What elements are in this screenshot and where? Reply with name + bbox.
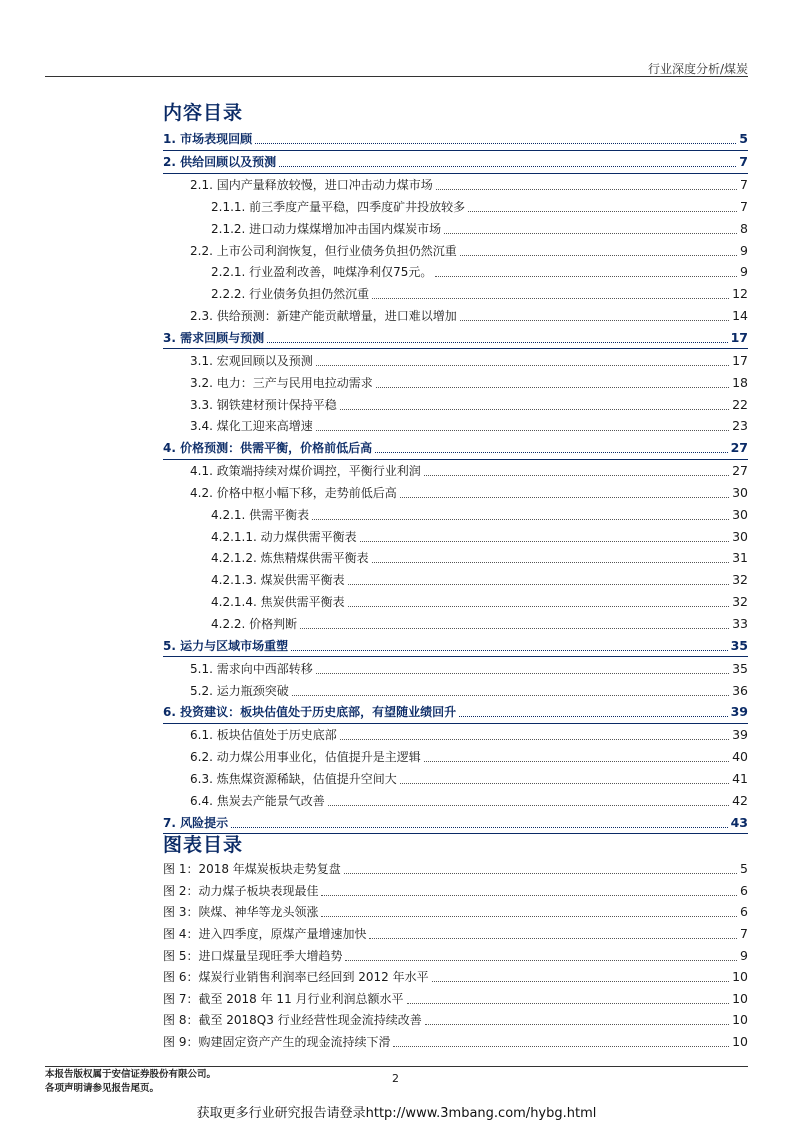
toc-entry-label: 4.1. 政策端持续对煤价调控，平衡行业利润 (190, 464, 421, 479)
figures-title: 图表目录 (163, 834, 244, 856)
dot-leader (372, 298, 729, 299)
toc-entry-label: 3.1. 宏观回顾以及预测 (190, 353, 313, 368)
dot-leader (376, 387, 729, 388)
toc-entry-label: 4.2.1.4. 焦炭供需平衡表 (211, 595, 345, 610)
dot-leader (340, 409, 729, 410)
figure-entry[interactable] (163, 944, 748, 966)
toc-entry-page: 32 (732, 572, 748, 588)
toc-entry-label: 3.2. 电力：三产与民用电拉动需求 (190, 375, 373, 390)
toc-entry-page: 30 (732, 528, 748, 544)
dot-leader (348, 584, 729, 585)
figure-entry-page: 10 (732, 990, 748, 1006)
toc-entry[interactable] (163, 283, 748, 305)
toc-entry-label: 5.2. 运力瓶颈突破 (190, 683, 289, 698)
toc-entry[interactable] (163, 569, 748, 591)
dot-leader (291, 650, 728, 651)
dot-leader (279, 166, 736, 167)
figure-entry[interactable] (163, 1031, 748, 1053)
dot-leader (316, 430, 729, 431)
toc-entry-label: 4.2.2. 价格判断 (211, 616, 298, 631)
toc-entry-page: 7 (740, 198, 748, 214)
dot-leader (267, 342, 728, 343)
header-category: 行业深度分析/煤炭 (647, 62, 748, 76)
toc-entry-label: 6.1. 板块估值处于历史底部 (190, 728, 337, 743)
toc-entry[interactable] (163, 701, 748, 724)
dot-leader (435, 276, 737, 277)
figure-entry[interactable] (163, 1009, 748, 1031)
figure-entry-label: 图 2：动力煤子板块表现最佳 (163, 883, 319, 898)
toc-entry-page: 7 (739, 154, 748, 170)
toc-entry[interactable] (163, 460, 748, 482)
toc-entry-label: 4.2.1.3. 煤炭供需平衡表 (211, 573, 345, 588)
dot-leader (300, 628, 729, 629)
toc-entry[interactable] (163, 811, 748, 834)
toc-entry[interactable] (163, 746, 748, 768)
toc-entry-label: 2.2.1. 行业盈利改善，吨煤净利仅75元。 (211, 265, 433, 280)
figure-entry-page: 9 (740, 947, 748, 963)
toc-entry[interactable] (163, 217, 748, 239)
toc-entry-label: 3.4. 煤化工迎来高增速 (190, 419, 313, 434)
toc-entry[interactable] (163, 174, 748, 196)
dot-leader (400, 497, 729, 498)
figure-entry-page: 5 (740, 861, 748, 877)
toc-entry-page: 35 (732, 660, 748, 676)
dot-leader (424, 761, 729, 762)
toc-entry-label: 6. 投资建议：板块估值处于历史底部，有望随业绩回升 (163, 705, 457, 720)
promo-link[interactable]: 获取更多行业研究报告请登录http://www.3mbang.com/hybg.html (196, 1106, 597, 1121)
toc-entry[interactable] (163, 724, 748, 746)
figures-list (163, 858, 748, 1052)
toc-entry-page: 27 (732, 463, 748, 479)
toc-entry[interactable] (163, 196, 748, 218)
figure-entry-page: 10 (732, 1012, 748, 1028)
dot-leader (316, 365, 729, 366)
figure-entry[interactable] (163, 988, 748, 1010)
dot-leader (344, 873, 737, 874)
dot-leader (348, 606, 729, 607)
toc-entry-page: 17 (732, 352, 748, 368)
toc-entry[interactable] (163, 415, 748, 437)
dot-leader (340, 739, 729, 740)
toc-entry-label: 2.1. 国内产量释放较慢，进口冲击动力煤市场 (190, 178, 433, 193)
dot-leader (444, 233, 737, 234)
toc-entry-label: 2.1.1. 前三季度产量平稳，四季度矿井投放较多 (211, 199, 466, 214)
figure-entry-page: 10 (732, 1034, 748, 1050)
toc-entry[interactable] (163, 789, 748, 811)
dot-leader (407, 1003, 730, 1004)
toc-entry-label: 4.2.1. 供需平衡表 (211, 507, 310, 522)
figure-entry-page: 6 (740, 904, 748, 920)
toc-entry-label: 6.4. 焦炭去产能景气改善 (190, 793, 325, 808)
toc-title: 内容目录 (163, 102, 244, 124)
dot-leader (255, 143, 736, 144)
dot-leader (369, 938, 737, 939)
figure-entry[interactable] (163, 966, 748, 988)
dot-leader (292, 695, 729, 696)
toc-entry-page: 7 (740, 177, 748, 193)
dot-leader (424, 475, 729, 476)
disclaimer-line-2: 各项声明请参见报告尾页。 (45, 1083, 160, 1094)
toc-entry[interactable] (163, 151, 748, 174)
toc-entry[interactable] (163, 482, 748, 504)
dot-leader (393, 1046, 729, 1047)
toc-entry-label: 5.1. 需求向中西部转移 (190, 661, 313, 676)
toc-entry-label: 1. 市场表现回顾 (163, 132, 253, 147)
toc-entry-page: 9 (740, 264, 748, 280)
toc-entry-label: 4.2.1.1. 动力煤供需平衡表 (211, 529, 357, 544)
toc-entry[interactable] (163, 657, 748, 679)
toc-entry[interactable] (163, 634, 748, 657)
figure-entry-page: 7 (740, 926, 748, 942)
toc-list (163, 128, 748, 834)
toc-entry-page: 31 (732, 550, 748, 566)
figure-entry[interactable] (163, 858, 748, 880)
toc-entry-page: 9 (740, 242, 748, 258)
toc-entry[interactable] (163, 349, 748, 371)
footer-divider (45, 1066, 748, 1067)
dot-leader (460, 255, 737, 256)
figure-entry-page: 6 (740, 882, 748, 898)
dot-leader (460, 320, 729, 321)
toc-entry-page: 18 (732, 374, 748, 390)
toc-entry-label: 6.2. 动力煤公用事业化，估值提升是主逻辑 (190, 750, 421, 765)
figure-entry-label: 图 4：进入四季度，原煤产量增速加快 (163, 927, 367, 942)
dot-leader (345, 960, 737, 961)
toc-entry[interactable] (163, 503, 748, 525)
toc-entry-label: 5. 运力与区域市场重塑 (163, 638, 289, 653)
toc-entry-page: 22 (732, 396, 748, 412)
figure-entry[interactable] (163, 880, 748, 902)
toc-entry[interactable] (163, 613, 748, 635)
figure-entry-label: 图 6：煤炭行业销售利润率已经回到 2012 年水平 (163, 970, 429, 985)
toc-entry-page: 36 (732, 682, 748, 698)
toc-entry[interactable] (163, 591, 748, 613)
toc-entry-label: 2.2. 上市公司利润恢复，但行业债务负担仍然沉重 (190, 243, 457, 258)
toc-entry[interactable] (163, 767, 748, 789)
toc-entry[interactable] (163, 547, 748, 569)
page-number: 2 (392, 1072, 399, 1085)
toc-entry-page: 5 (739, 131, 748, 147)
toc-entry-page: 30 (732, 506, 748, 522)
dot-leader (372, 562, 729, 563)
toc-entry[interactable] (163, 261, 748, 283)
toc-entry-page: 35 (730, 637, 748, 653)
dot-leader (328, 805, 729, 806)
figure-entry-page: 10 (732, 969, 748, 985)
toc-entry[interactable] (163, 371, 748, 393)
toc-entry[interactable] (163, 525, 748, 547)
toc-entry[interactable] (163, 437, 748, 460)
toc-entry-page: 32 (732, 594, 748, 610)
dot-leader (425, 1024, 729, 1025)
toc-entry-label: 2.2.2. 行业债务负担仍然沉重 (211, 287, 370, 302)
header-divider (45, 76, 748, 77)
dot-leader (375, 452, 728, 453)
toc-entry-page: 8 (740, 220, 748, 236)
figure-entry-label: 图 5：进口煤量呈现旺季大增趋势 (163, 948, 343, 963)
figure-entry-label: 图 9：购建固定资产产生的现金流持续下滑 (163, 1035, 391, 1050)
figure-entry-label: 图 3：陕煤、神华等龙头领涨 (163, 905, 319, 920)
toc-entry-label: 4.2. 价格中枢小幅下移，走势前低后高 (190, 485, 397, 500)
toc-entry-label: 6.3. 炼焦煤资源稀缺，估值提升空间大 (190, 771, 397, 786)
toc-entry[interactable] (163, 327, 748, 350)
toc-entry-page: 42 (732, 792, 748, 808)
figure-entry[interactable] (163, 923, 748, 945)
dot-leader (321, 916, 737, 917)
toc-entry-page: 33 (732, 615, 748, 631)
toc-entry-page: 43 (730, 814, 748, 830)
toc-entry-label: 4.2.1.2. 炼焦精煤供需平衡表 (211, 551, 369, 566)
toc-entry-page: 39 (730, 704, 748, 720)
toc-entry-label: 3. 需求回顾与预测 (163, 331, 265, 346)
toc-entry-page: 30 (732, 484, 748, 500)
footer-disclaimer (45, 1068, 216, 1096)
figure-entry-label: 图 1：2018 年煤炭板块走势复盘 (163, 862, 341, 877)
dot-leader (400, 783, 729, 784)
toc-entry-label: 7. 风险提示 (163, 815, 229, 830)
toc-entry-label: 3.3. 钢铁建材预计保持平稳 (190, 397, 337, 412)
dot-leader (468, 211, 737, 212)
dot-leader (316, 673, 729, 674)
toc-entry-page: 12 (732, 286, 748, 302)
dot-leader (432, 981, 729, 982)
figure-entry-label: 图 7：截至 2018 年 11 月行业利润总额水平 (163, 991, 404, 1006)
toc-entry[interactable] (163, 128, 748, 151)
dot-leader (459, 716, 728, 717)
dot-leader (360, 541, 729, 542)
toc-entry-page: 41 (732, 770, 748, 786)
dot-leader (321, 895, 737, 896)
toc-entry-label: 2.1.2. 进口动力煤煤增加冲击国内煤炭市场 (211, 221, 442, 236)
toc-entry-page: 27 (730, 440, 748, 456)
toc-entry-label: 4. 价格预测：供需平衡，价格前低后高 (163, 441, 373, 456)
toc-entry-page: 23 (732, 418, 748, 434)
toc-entry[interactable] (163, 305, 748, 327)
dot-leader (436, 189, 737, 190)
dot-leader (312, 519, 729, 520)
figure-entry[interactable] (163, 901, 748, 923)
disclaimer-line-1: 本报告版权属于安信证券股份有限公司。 (45, 1069, 217, 1080)
toc-entry[interactable] (163, 239, 748, 261)
toc-entry[interactable] (163, 393, 748, 415)
toc-entry-page: 40 (732, 749, 748, 765)
toc-entry-page: 39 (732, 727, 748, 743)
toc-entry-label: 2.3. 供给预测：新建产能贡献增量，进口难以增加 (190, 309, 457, 324)
toc-entry-page: 17 (730, 330, 748, 346)
toc-entry-page: 14 (732, 308, 748, 324)
toc-entry-label: 2. 供给回顾以及预测 (163, 155, 277, 170)
figure-entry-label: 图 8：截至 2018Q3 行业经营性现金流持续改善 (163, 1013, 422, 1028)
toc-entry[interactable] (163, 679, 748, 701)
dot-leader (231, 827, 728, 828)
